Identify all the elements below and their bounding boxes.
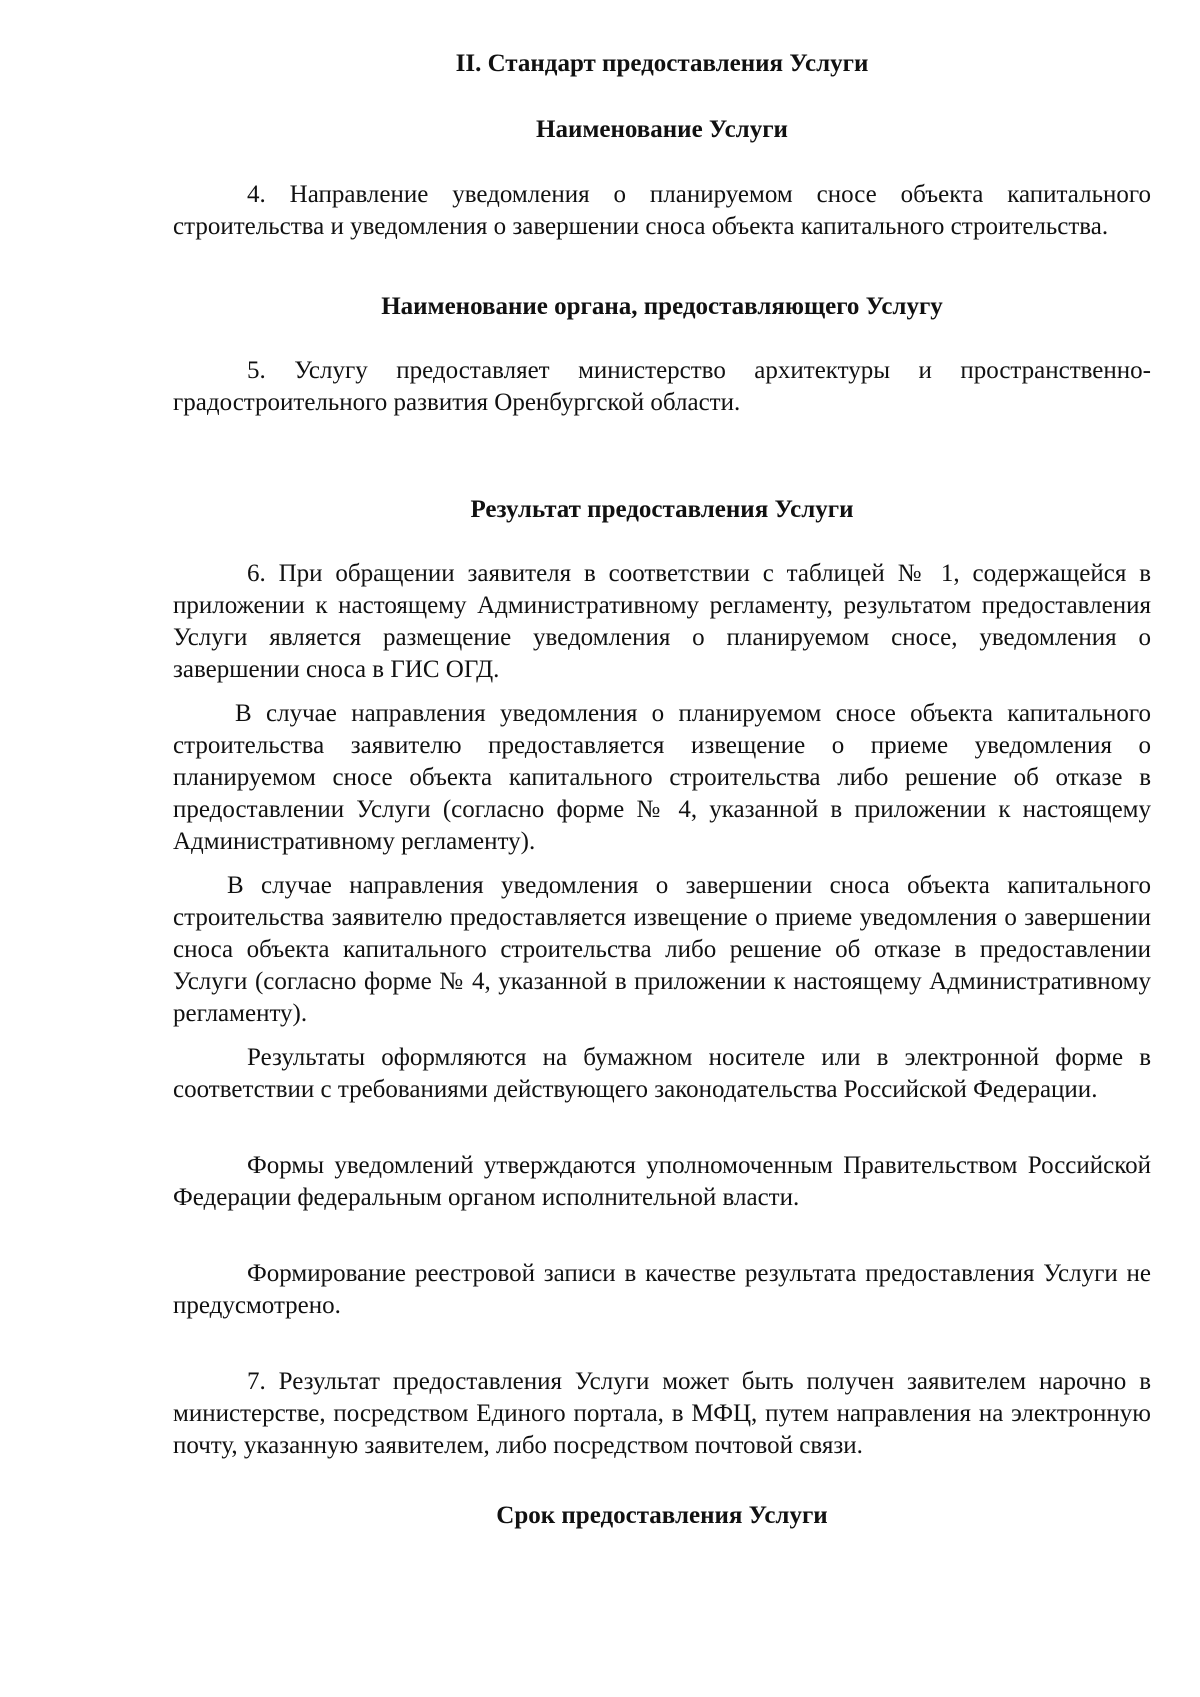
heading-service-term: Срок предоставления Услуги [496, 1502, 828, 1529]
paragraph-registry-record: Формирование реестровой записи в качестве результата предоставления Услуги не предусмотрено. [173, 1260, 1151, 1319]
paragraph-6-result: 6. При обращении заявителя в соответствии с таблицей № 1, содержащейся в приложении к настоящему Административному регламенту, результатом предоставления Услуги является размещение уведомления о планируемом сносе, уведомления о завершении сноса в ГИС ОГД. [173, 560, 1151, 683]
heading-providing-authority: Наименование органа, предоставляющего Услугу [381, 293, 943, 320]
paragraph-result-format: Результаты оформляются на бумажном носителе или в электронной форме в соответствии с требованиями действующего законодательства Российской Федерации. [173, 1044, 1151, 1103]
paragraph-completed-demolition-case: В случае направления уведомления о завершении сноса объекта капитального строительства заявителю предоставляется извещение о приеме уведомления о завершении сноса объекта капитального строительства либо решение об отказе в предоставлении Услуги (согласно форме № 4, указанной в приложении к настоящему Административному регламенту). [173, 872, 1151, 1027]
paragraph-5-providing-authority: 5. Услугу предоставляет министерство архитектуры и пространственно-градостроительного развития Оренбургской области. [173, 357, 1151, 416]
section-title: II. Стандарт предоставления Услуги [455, 50, 869, 77]
paragraph-7-result-delivery: 7. Результат предоставления Услуги может быть получен заявителем нарочно в министерстве, посредством Единого портала, в МФЦ, путем направления на электронную почту, указанную заявителем, либо посредством почтовой связи. [173, 1368, 1151, 1459]
heading-service-result: Результат предоставления Услуги [470, 496, 854, 523]
paragraph-notification-forms: Формы уведомлений утверждаются уполномоченным Правительством Российской Федерации федеральным органом исполнительной власти. [173, 1152, 1151, 1211]
paragraph-planned-demolition-case: В случае направления уведомления о планируемом сносе объекта капитального строительства заявителю предоставляется извещение о приеме уведомления о планируемом сносе объекта капитального строительства либо решение об отказе в предоставлении Услуги (согласно форме № 4, указанной в приложении к настоящему Административному регламенту). [173, 700, 1151, 855]
paragraph-4-service-name: 4. Направление уведомления о планируемом сносе объекта капитального строительства и уведомления о завершении сноса объекта капитального строительства. [173, 181, 1151, 240]
document-body [173, 48, 1151, 1564]
heading-service-name: Наименование Услуги [536, 116, 788, 143]
